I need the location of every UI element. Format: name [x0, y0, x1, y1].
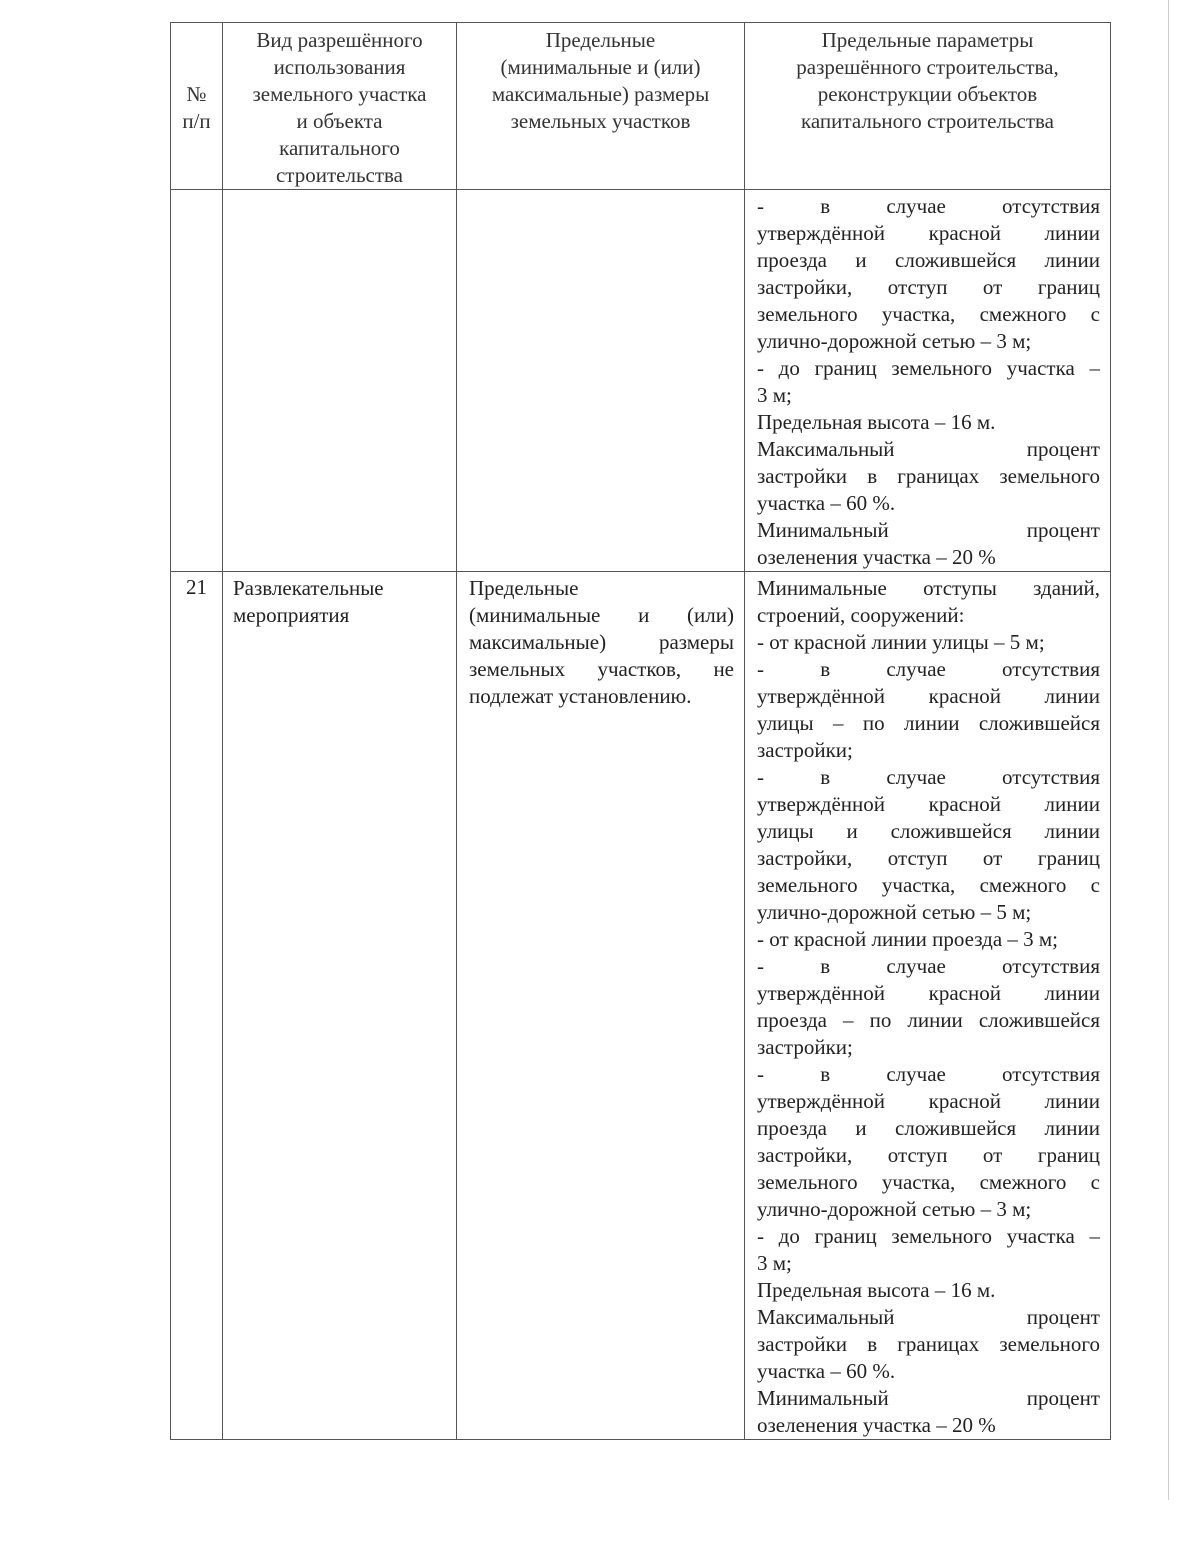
text-line: земельного участка, смежного с: [757, 1170, 1100, 1194]
text-line: проезда и сложившейся линии: [757, 248, 1100, 272]
text-line: - в случае отсутствия: [757, 765, 1100, 789]
text-line: Минимальные отступы зданий,: [757, 576, 1100, 600]
text-line: - от красной линии проезда – 3 м;: [757, 927, 1059, 951]
text-line: 3 м;: [757, 1251, 792, 1275]
text-line: Минимальный процент: [757, 518, 1100, 542]
text-line: утверждённой красной линии: [757, 981, 1100, 1005]
text-line: участка – 60 %.: [757, 491, 896, 515]
text-line: №: [186, 82, 207, 106]
text-line: Предельная высота – 16 м.: [757, 1278, 996, 1302]
text-line: - в случае отсутствия: [757, 657, 1100, 681]
text-line: улично-дорожной сетью – 3 м;: [757, 1197, 1032, 1221]
table-header-row: [171, 23, 1111, 190]
text-line: застройки;: [757, 1035, 853, 1059]
cell-number: 21: [171, 572, 223, 1440]
text-line: - до границ земельного участка –: [757, 1224, 1100, 1248]
text-line: утверждённой красной линии: [757, 792, 1100, 816]
text-line: озеленения участка – 20 %: [757, 545, 996, 569]
text-line: (минимальные и (или): [500, 55, 701, 79]
text-line: - в случае отсутствия: [757, 194, 1100, 218]
text-line: капитального строительства: [801, 109, 1054, 133]
cell-number-empty: [171, 190, 223, 572]
text-line: - в случае отсутствия: [757, 954, 1100, 978]
text-line: Вид разрешённого: [256, 28, 423, 52]
text-line: - в случае отсутствия: [757, 1062, 1100, 1086]
text-line: застройки в границах земельного: [757, 464, 1100, 488]
text-line: использования: [273, 55, 406, 79]
cell-sizes-empty: [457, 190, 745, 572]
cell-params-continued: [745, 190, 1111, 572]
text-line: проезда и сложившейся линии: [757, 1116, 1100, 1140]
text-line: земельного участка: [252, 82, 427, 106]
text-line: утверждённой красной линии: [757, 1089, 1100, 1113]
text-line: земельных участков, не: [469, 657, 734, 681]
cell-build-params: [745, 572, 1111, 1440]
cell-plot-sizes: [457, 572, 745, 1440]
text-line: застройки в границах земельного: [757, 1332, 1100, 1356]
text-line: - от красной линии улицы – 5 м;: [757, 630, 1045, 654]
text-line: улицы и сложившейся линии: [757, 819, 1100, 843]
text-line: участка – 60 %.: [757, 1359, 896, 1383]
text-line: реконструкции объектов: [817, 82, 1038, 106]
header-number: [171, 23, 223, 190]
text-line: Развлекательные: [233, 576, 384, 600]
table-row-21: [171, 572, 1111, 1440]
text-line: Максимальный процент: [757, 437, 1100, 461]
header-build-params: [745, 23, 1111, 190]
text-line: - до границ земельного участка –: [757, 356, 1100, 380]
text-line: подлежат установлению.: [469, 684, 692, 708]
text-line: застройки, отступ от границ: [757, 846, 1100, 870]
land-use-table: [170, 22, 1111, 1440]
text-line: мероприятия: [233, 603, 350, 627]
text-line: земельных участков: [510, 109, 691, 133]
text-line: 3 м;: [757, 383, 792, 407]
header-use-type: [223, 23, 457, 190]
text-line: Максимальный процент: [757, 1305, 1100, 1329]
text-line: проезда – по линии сложившейся: [757, 1008, 1100, 1032]
text-line: строительства: [275, 163, 403, 187]
header-plot-sizes: [457, 23, 745, 190]
text-line: земельного участка, смежного с: [757, 873, 1100, 897]
text-line: Предельные: [545, 28, 656, 52]
text-line: утверждённой красной линии: [757, 221, 1100, 245]
text-line: Предельные: [469, 576, 579, 600]
text-line: п/п: [182, 109, 211, 133]
text-line: улично-дорожной сетью – 5 м;: [757, 900, 1032, 924]
table-row-continued: [171, 190, 1111, 572]
text-line: (минимальные и (или): [469, 603, 734, 627]
text-line: утверждённой красной линии: [757, 684, 1100, 708]
text-line: максимальные) размеры: [491, 82, 710, 106]
text-line: земельного участка, смежного с: [757, 302, 1100, 326]
text-line: разрешённого строительства,: [796, 55, 1059, 79]
text-line: улично-дорожной сетью – 3 м;: [757, 329, 1032, 353]
text-line: капитального: [279, 136, 400, 160]
text-line: застройки, отступ от границ: [757, 275, 1100, 299]
text-line: Минимальный процент: [757, 1386, 1100, 1410]
page-edge-line: [1168, 0, 1169, 1500]
text-line: улицы – по линии сложившейся: [757, 711, 1100, 735]
cell-use-empty: [223, 190, 457, 572]
text-line: Предельные параметры: [821, 28, 1034, 52]
text-line: максимальные) размеры: [469, 630, 734, 654]
text-line: строений, сооружений:: [757, 603, 965, 627]
text-line: застройки;: [757, 738, 853, 762]
text-line: застройки, отступ от границ: [757, 1143, 1100, 1167]
text-line: и объекта: [296, 109, 383, 133]
text-line: озеленения участка – 20 %: [757, 1413, 996, 1437]
cell-use-type: [223, 572, 457, 1440]
text-line: Предельная высота – 16 м.: [757, 410, 996, 434]
